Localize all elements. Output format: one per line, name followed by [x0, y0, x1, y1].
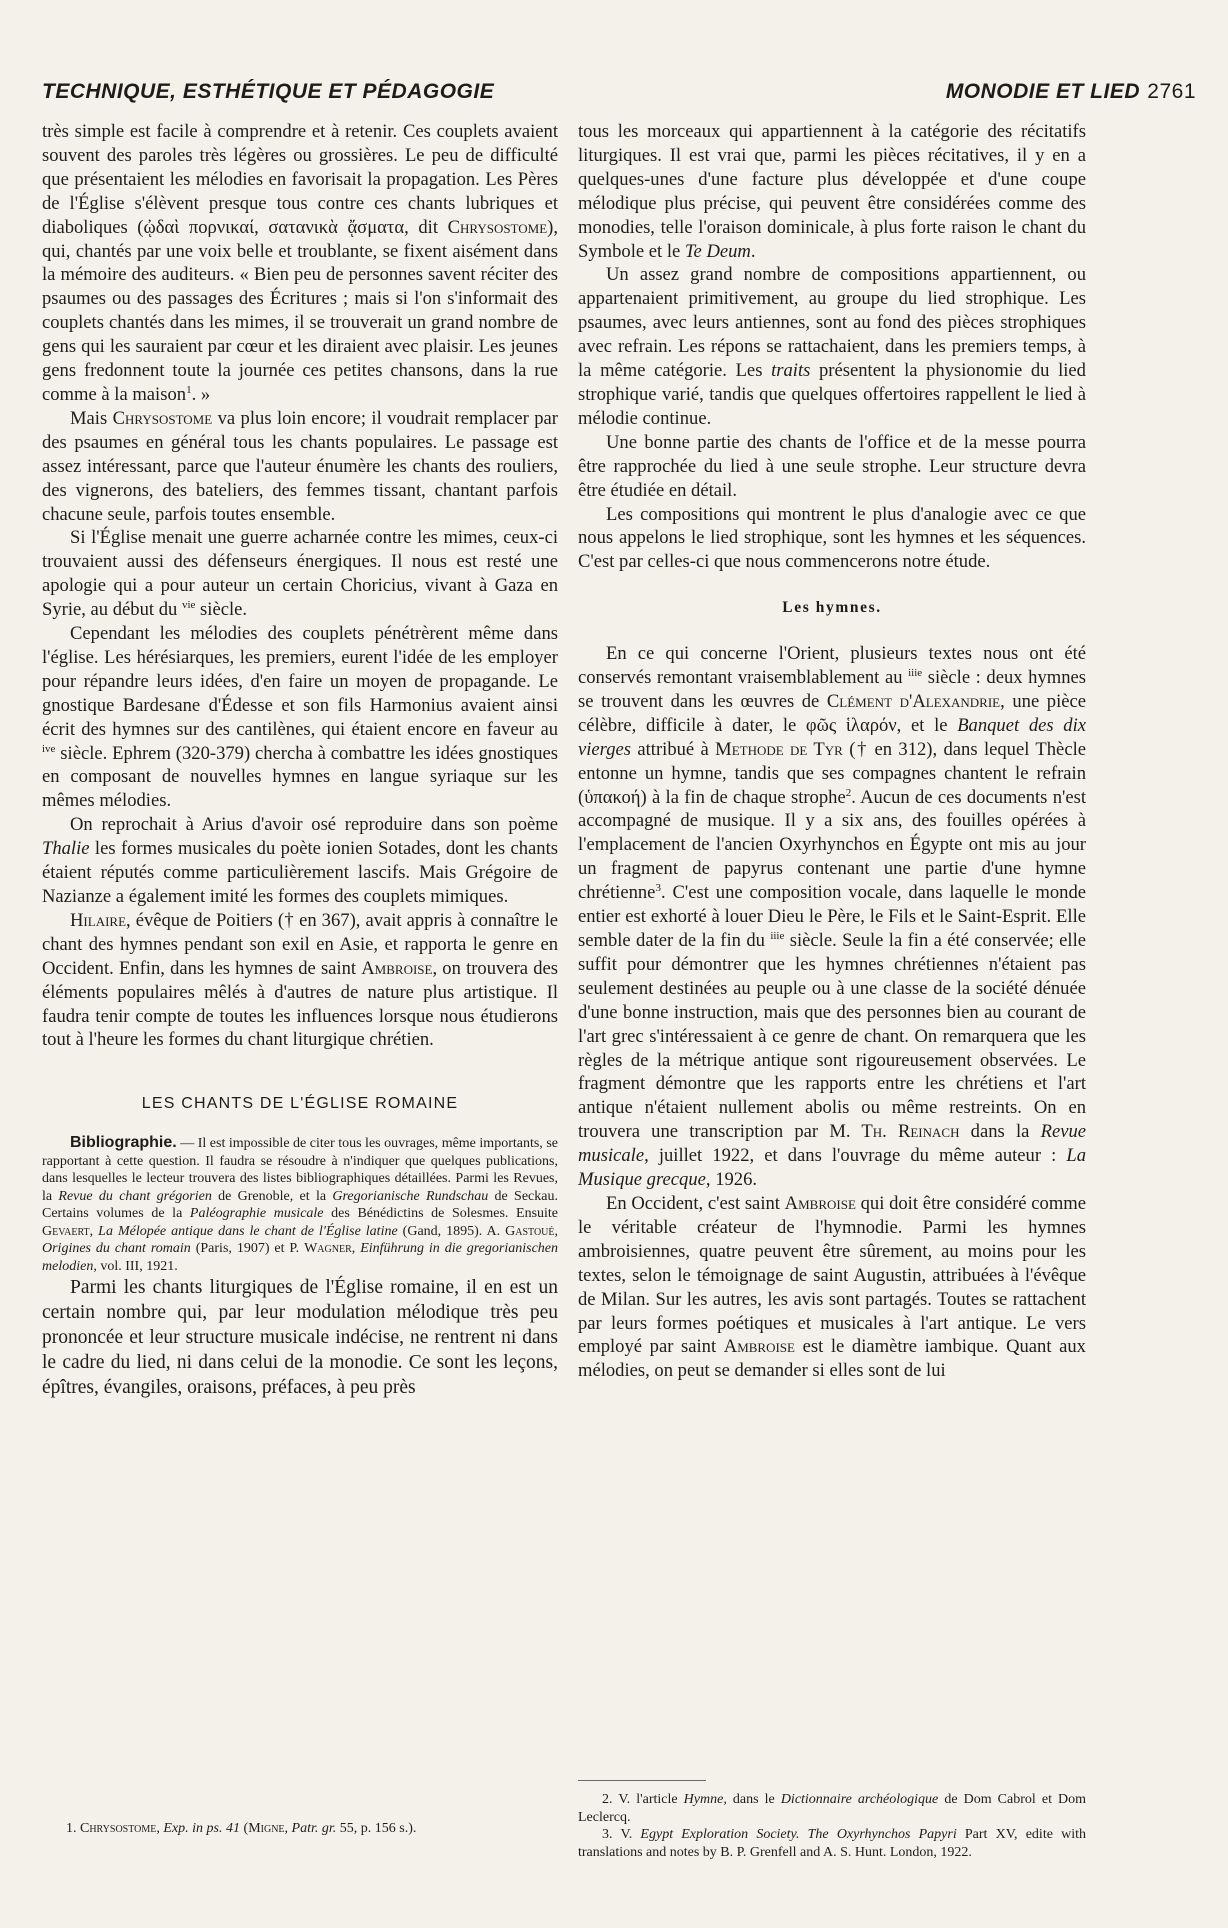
footnote-ref: 1: [186, 383, 192, 396]
page-number: 2761: [1147, 80, 1196, 103]
paragraph: Un assez grand nombre de compositions appartiennent, ou appartenaient primitivement, au groupe du lied strophique. Les psaumes, avec leurs antiennes, sont au fond des pièces strophiques avec refrain. Les répons se rattachaient, dans les premiers temps, à la même catégorie. Les traits présentent la physionomie du lied strophique varié, tandis que quelques offertoires rappellent le lied à mélodie continue.: [578, 264, 1086, 429]
right-column: [578, 120, 1086, 1383]
running-head-right: MONODIE ET LIED: [945, 80, 1140, 103]
bibliography-label: Bibliographie.: [70, 1134, 177, 1152]
footnote: 2. V. l'article Hymne, dans le Dictionnaire archéologique de Dom Cabrol et Dom Leclercq.: [578, 1792, 1087, 1825]
left-column: [42, 120, 558, 1400]
paragraph: Hilaire, évêque de Poitiers († en 367), avait appris à connaître le chant des hymnes pendant son exil en Asie, et rapporta le genre en Occident. Enfin, dans les hymnes de saint Ambroise, on trouvera des éléments populaires mêlés à d'autres de nature plus artistique. Il faudra tenir compte de toutes les influences lorsque nous étudierons tout à l'heure les formes du chant liturgique chrétien.: [42, 909, 558, 1051]
bibliography: Bibliographie. — Il est impossible de citer tous les ouvrages, même importants, se rapportant à cette question. Il faudra se résoudre à n'indiquer que quelques publications, dans lesquelles le lecteur trouvera des listes bibliographiques détaillées. Parmi les Revues, la Revue du chant grégorien de Grenoble, et la Gregorianische Rundschau de Seckau. Certains volumes de la Paléographie musicale des Bénédictins de Solesmes. Ensuite Gevaert, La Mélopée antique dans le chant de l'Église latine (Gand, 1895). A. Gastoué, Origines du chant romain (Paris, 1907) et P. Wagner, Einführung in die gregorianischen melodien, vol. III, 1921.: [42, 1134, 559, 1274]
paragraph: tous les morceaux qui appartiennent à la catégorie des récitatifs liturgiques. Il est vrai que, parmi les pièces récitatives, il y en a quelques-unes d'une facture plus développée et d'une coupe mélodique plus précise, qui peuvent être considérées comme des monodies, telle l'oraison dominicale, à plus forte raison le chant du Symbole et le Te Deum.: [578, 121, 1086, 262]
paragraph: très simple est facile à comprendre et à retenir. Ces couplets avaient souvent des paroles très légères ou grossières. Le peu de difficulté que présentaient les mélodies en favorisait la propagation. Les Pères de l'Église s'élèvent presque tous contre ces chants lubriques et diaboliques (ᾠδαὶ πορνικαί, σατανικὰ ᾄσματα, dit Chrysostome), qui, chantés par une voix belle et troublante, se fixent aisément dans la mémoire des auditeurs. « Bien peu de personnes savent réciter des psaumes ou des passages des Écritures ; mais si l'on s'informait des couplets chantés dans les mimes, il se trouverait un grand nombre de gens qui les sauraient par cœur et les diraient avec plaisir. Les jeunes gens fredonnent toute la journée ces petites chansons, dans la rue comme à la maison$^1$. »: [42, 121, 558, 405]
footnote-ref: 3: [655, 882, 661, 894]
section-heading: LES CHANTS DE L'ÉGLISE ROMAINE: [141, 1095, 459, 1113]
paragraph: En Occident, c'est saint Ambroise qui doit être considéré comme le véritable créateur de l'hymnodie. Parmi les hymnes ambroisiennes, quatre peuvent être sûrement, au moins pour les textes, selon le témoignage de saint Augustin, attribuées à l'évêque de Milan. Sur les autres, les avis sont partagés. Toutes se rattachent par leurs formes poétiques et musicales à l'art antique. Le vers employé par saint Ambroise est le diamètre iambique. Quant aux mélodies, on peut se demander si elles sont de lui: [578, 1192, 1086, 1382]
paragraph: Si l'Église menait une guerre acharnée contre les mimes, ceux-ci trouvaient aussi des défenseurs énergiques. Il nous est resté une apologie qui a pour auteur un certain Choricius, vivant à Gaza en Syrie, au début du $^{vie}$ siècle.: [42, 527, 558, 621]
paragraph: Les compositions qui montrent le plus d'analogie avec ce que nous appelons le lied strophique, sont les hymnes et les séquences. C'est par celles-ci que nous commencerons notre étude.: [578, 503, 1086, 573]
footnote: 3. V. Egypt Exploration Society. The Oxyrhynchos Papyri Part XV, edite with translations and notes by B. P. Grenfell and A. S. Hunt. London, 1922.: [578, 1827, 1086, 1860]
subheading: Les hymnes.: [782, 599, 882, 617]
running-head: [42, 80, 1196, 108]
paragraph: En ce qui concerne l'Orient, plusieurs textes nous ont été conservés remontant vraisemblablement au $^{iiie}$ siècle : deux hymnes se trouvent dans les œuvres de Clément d'Alexandrie, une pièce célèbre, difficile à dater, le φῶς ἱλαρόν, et le Banquet des dix vierges attribué à Methode de Tyr († en 312), dans lequel Thècle entonne un hymne, tandis que ses compagnes chantent le refrain (ὑπακοή) à la fin de chaque strophe$^2$. Aucun de ces documents n'est accompagné de musique. Il y a six ans, des fouilles opérées à l'emplacement de l'ancien Oxyrhynchos en Égypte ont mis au jour un fragment de papyrus contenant une partie d'une hymne chrétienne$^3$. C'est une composition vocale, dans laquelle le monde entier est exhorté à louer Dieu le Père, le Fils et le Saint-Esprit. Elle semble dater de la fin du $^{iiie}$ siècle. Seule la fin a été conservée; elle suffit pour démontrer que les hymnes chrétiennes n'étaient pas seulement destinées au peuple ou à une classe de la société dénuée d'une bonne instruction, mais que des personnes bien au courant de l'art grec s'intéressaient à ce genre de chant. On remarquera que les règles de la métrique antique sont rigoureusement observées. Le fragment démontre que les rapports entre les chrétiens et l'art antique n'étaient nullement abolis ou même restreints. On en trouvera une transcription par M. Th. Reinach dans la Revue musicale, juillet 1922, et dans l'ouvrage du même auteur : La Musique grecque, 1926.: [578, 643, 1087, 1191]
footnote-rule: [578, 1780, 706, 1781]
footnote: 1. Chrysostome, Exp. in ps. 41 (Migne, Patr. gr. 55, p. 156 s.).: [66, 1821, 417, 1836]
paragraph: Une bonne partie des chants de l'office et de la messe pourra être rapprochée du lied à une seule strophe. Leur structure devra être étudiée en détail.: [578, 431, 1086, 501]
running-head-left: TECHNIQUE, ESTHÉTIQUE ET PÉDAGOGIE: [42, 80, 495, 103]
paragraph: Parmi les chants liturgiques de l'Église romaine, il en est un certain nombre qui, par leur modulation mélodique très peu prononcée et leur structure musicale indécise, ne rentrent ni dans le cadre du lied, ni dans celui de la monodie. Ce sont les leçons, épîtres, évangiles, oraisons, préfaces, à peu près: [42, 1277, 558, 1399]
paragraph: Mais Chrysostome va plus loin encore; il voudrait remplacer par des psaumes en général tous les chants populaires. Le passage est assez intéressant, parce que l'auteur énumère les chants des rouliers, des vignerons, des bateliers, des femmes tissant, chantant parfois chacune seule, parfois toutes ensemble.: [42, 407, 558, 525]
footnotes-right: [578, 1780, 1086, 1861]
paragraph: On reprochait à Arius d'avoir osé reproduire dans son poème Thalie les formes musicales du poète ionien Sotades, dont les chants étaient réputés comme particulièrement lascifs. Mais Grégoire de Nazianze a également imité les formes des couplets mimiques.: [42, 814, 558, 907]
footnote-ref: 2: [845, 786, 852, 799]
footnotes-left: [42, 1820, 558, 1838]
paragraph: Cependant les mélodies des couplets pénétrèrent même dans l'église. Les hérésiarques, les premiers, eurent l'idée de les employer pour répandre leurs idées, d'en faire un moyen de propagande. Le gnostique Bardesane d'Édesse et son fils Harmonius avaient ainsi écrit des hymnes sur des cantilènes, qui étaient encore en faveur au $^{ive}$ siècle. Ephrem (320-379) chercha à combattre les idées gnostiques en composant de nouvelles hymnes en langue syriaque sur les mêmes mélodies.: [42, 623, 558, 812]
